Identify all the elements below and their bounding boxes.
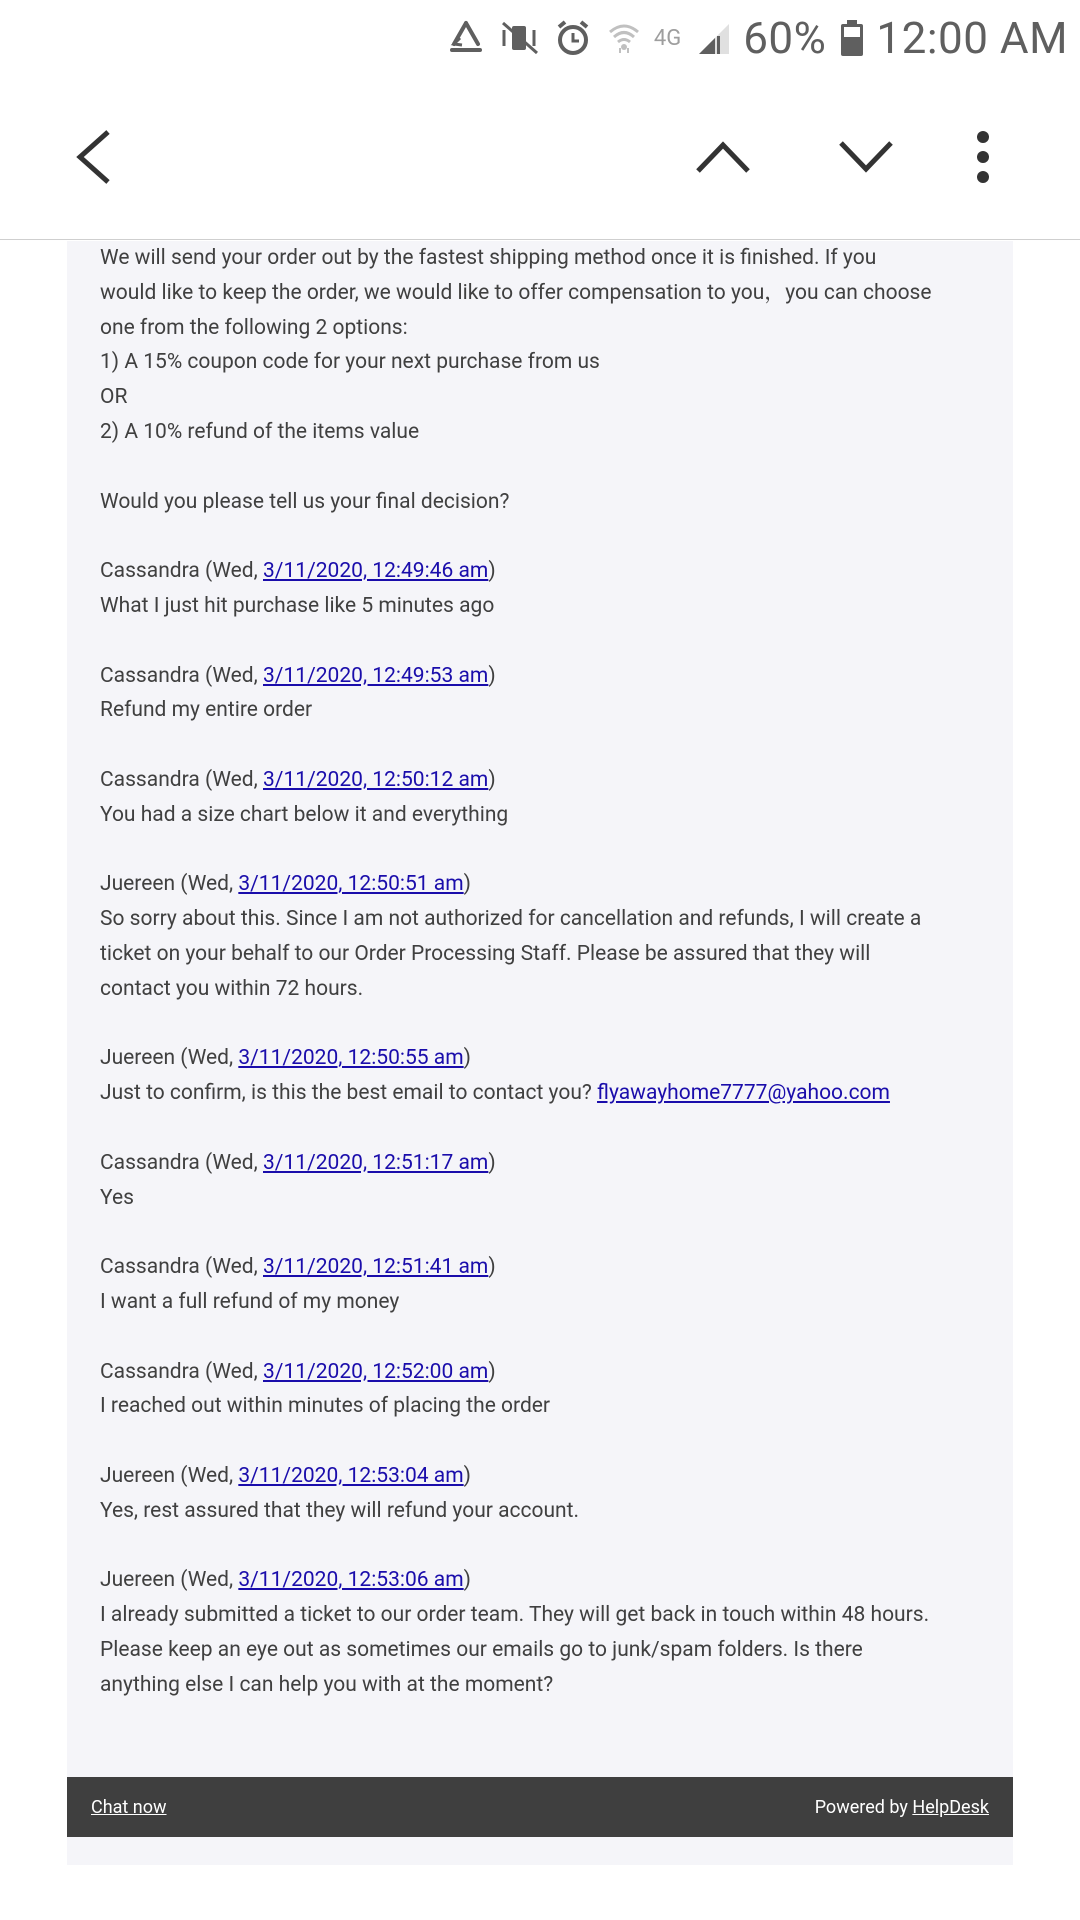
message-day: Wed: [212, 1150, 254, 1175]
chevron-down-icon: [838, 137, 894, 181]
wifi-icon: [606, 20, 642, 56]
message-author: Cassandra: [100, 1150, 200, 1175]
signal-icon: [695, 20, 731, 56]
message-text: [100, 1285, 980, 1320]
message-text: [100, 937, 980, 972]
network-type-label: 4G: [653, 25, 682, 51]
message-day: Wed: [212, 1255, 254, 1280]
message-text: [100, 1494, 980, 1529]
intro-question: Would you please tell us your final decision?: [100, 489, 510, 514]
message-timestamp-link[interactable]: 3/11/2020, 12:52:00 am: [263, 1359, 489, 1384]
message-author: Juereen: [100, 872, 176, 897]
status-bar: [0, 0, 1080, 76]
message-text-content: You had a size chart below it and everything: [100, 802, 509, 827]
message-text-content: ticket on your behalf to our Order Processing Staff. Please be assured that they will: [100, 941, 871, 966]
powered-by-label: Powered by: [814, 1796, 913, 1818]
message-text: [100, 798, 980, 833]
intro-line: 1) A 15% coupon code for your next purchase from us: [100, 350, 600, 375]
message-text-content: Yes, rest assured that they will refund your account.: [100, 1498, 580, 1523]
message-text-content: So sorry about this. Since I am not authorized for cancellation and refunds, I will create a: [100, 907, 922, 932]
chat-now-link[interactable]: Chat now: [91, 1796, 167, 1818]
message-timestamp-link[interactable]: 3/11/2020, 12:51:41 am: [263, 1255, 489, 1280]
message-text-content: Please keep an eye out as sometimes our emails go to junk/spam folders. Is there: [100, 1637, 863, 1662]
message-day: Wed: [212, 767, 254, 792]
helpdesk-link[interactable]: HelpDesk: [912, 1796, 989, 1818]
message-header: Cassandra (Wed, 3/11/2020, 12:49:46 am): [100, 559, 496, 584]
message-timestamp-link[interactable]: 3/11/2020, 12:49:53 am: [263, 663, 489, 688]
message-text: [100, 1598, 980, 1633]
message-author: Cassandra: [100, 1255, 200, 1280]
app-bar: [0, 76, 1080, 240]
message-author: Cassandra: [100, 663, 200, 688]
message-header: Cassandra (Wed, 3/11/2020, 12:49:53 am): [100, 663, 496, 688]
message-text: [100, 902, 980, 937]
message-day: Wed: [212, 559, 254, 584]
message-day: Wed: [187, 1463, 229, 1488]
back-button[interactable]: [46, 111, 142, 207]
message-text: [100, 1668, 980, 1703]
message-timestamp-link[interactable]: 3/11/2020, 12:50:51 am: [238, 872, 464, 897]
alarm-icon: [554, 19, 592, 57]
chevron-up-icon: [695, 137, 751, 181]
clock-time: 12:00 AM: [876, 12, 1068, 64]
message-day: Wed: [187, 872, 229, 897]
message-text: [100, 1076, 980, 1111]
message-timestamp-link[interactable]: 3/11/2020, 12:49:46 am: [263, 559, 489, 584]
message-header: Juereen (Wed, 3/11/2020, 12:50:55 am): [100, 1046, 471, 1071]
email-link[interactable]: flyawayhome7777@yahoo.com: [597, 1081, 890, 1106]
message-text-content: I reached out within minutes of placing the order: [100, 1394, 551, 1419]
email-content[interactable]: [0, 241, 1080, 1920]
more-options-button[interactable]: [935, 111, 1031, 207]
battery-icon: [840, 19, 864, 57]
message-day: Wed: [187, 1568, 229, 1593]
message-timestamp-link[interactable]: 3/11/2020, 12:50:12 am: [263, 767, 489, 792]
message-timestamp-link[interactable]: 3/11/2020, 12:53:06 am: [238, 1568, 464, 1593]
message-text-content: I want a full refund of my money: [100, 1289, 400, 1314]
more-vert-icon: [975, 131, 991, 187]
message-text: [100, 589, 980, 624]
message-text: [100, 693, 980, 728]
message-header: Juereen (Wed, 3/11/2020, 12:53:06 am): [100, 1568, 471, 1593]
message-header: Cassandra (Wed, 3/11/2020, 12:51:17 am): [100, 1150, 496, 1175]
back-arrow-icon: [74, 129, 114, 189]
intro-line: OR: [100, 385, 128, 410]
message-day: Wed: [212, 1359, 254, 1384]
message-header: Cassandra (Wed, 3/11/2020, 12:51:41 am): [100, 1255, 496, 1280]
message-author: Cassandra: [100, 1359, 200, 1384]
message-header: Juereen (Wed, 3/11/2020, 12:53:04 am): [100, 1463, 471, 1488]
message-author: Juereen: [100, 1046, 176, 1071]
next-message-button[interactable]: [818, 111, 914, 207]
recycle-icon: [446, 20, 486, 56]
message-header: Cassandra (Wed, 3/11/2020, 12:50:12 am): [100, 767, 496, 792]
message-text-content: What I just hit purchase like 5 minutes ago: [100, 593, 495, 618]
vibrate-mute-icon: [500, 20, 540, 56]
message-day: Wed: [212, 663, 254, 688]
powered-by: [815, 1797, 989, 1818]
message-author: Cassandra: [100, 559, 200, 584]
message-text-content: Refund my entire order: [100, 698, 313, 723]
message-text: [100, 1389, 980, 1424]
intro-line: would like to keep the order, we would like to offer compensation to you，you can choose: [100, 280, 932, 305]
message-text-content: Just to confirm, is this the best email to contact you?: [100, 1081, 598, 1106]
message-header: Cassandra (Wed, 3/11/2020, 12:52:00 am): [100, 1359, 496, 1384]
intro-line: one from the following 2 options:: [100, 315, 408, 340]
message-header: Juereen (Wed, 3/11/2020, 12:50:51 am): [100, 872, 471, 897]
battery-percent: 60%: [743, 12, 827, 64]
message-text-content: contact you within 72 hours.: [100, 976, 364, 1001]
message-timestamp-link[interactable]: 3/11/2020, 12:51:17 am: [263, 1150, 489, 1175]
chat-transcript: [100, 241, 980, 1702]
message-timestamp-link[interactable]: 3/11/2020, 12:53:04 am: [238, 1463, 464, 1488]
chat-footer: [67, 1777, 1013, 1837]
message-author: Juereen: [100, 1568, 176, 1593]
intro-line: We will send your order out by the fastest shipping method once it is finished. If you: [100, 246, 877, 270]
message-text: [100, 972, 980, 1007]
message-text-content: Yes: [100, 1185, 134, 1210]
message-text-content: I already submitted a ticket to our order team. They will get back in touch within 48 hours.: [100, 1603, 930, 1628]
previous-message-button[interactable]: [675, 111, 771, 207]
message-text-content: anything else I can help you with at the moment?: [100, 1672, 554, 1697]
message-text: [100, 1181, 980, 1216]
message-author: Juereen: [100, 1463, 176, 1488]
message-timestamp-link[interactable]: 3/11/2020, 12:50:55 am: [238, 1046, 464, 1071]
message-author: Cassandra: [100, 767, 200, 792]
message-day: Wed: [187, 1046, 229, 1071]
message-text: [100, 1633, 980, 1668]
intro-line: 2) A 10% refund of the items value: [100, 419, 420, 444]
